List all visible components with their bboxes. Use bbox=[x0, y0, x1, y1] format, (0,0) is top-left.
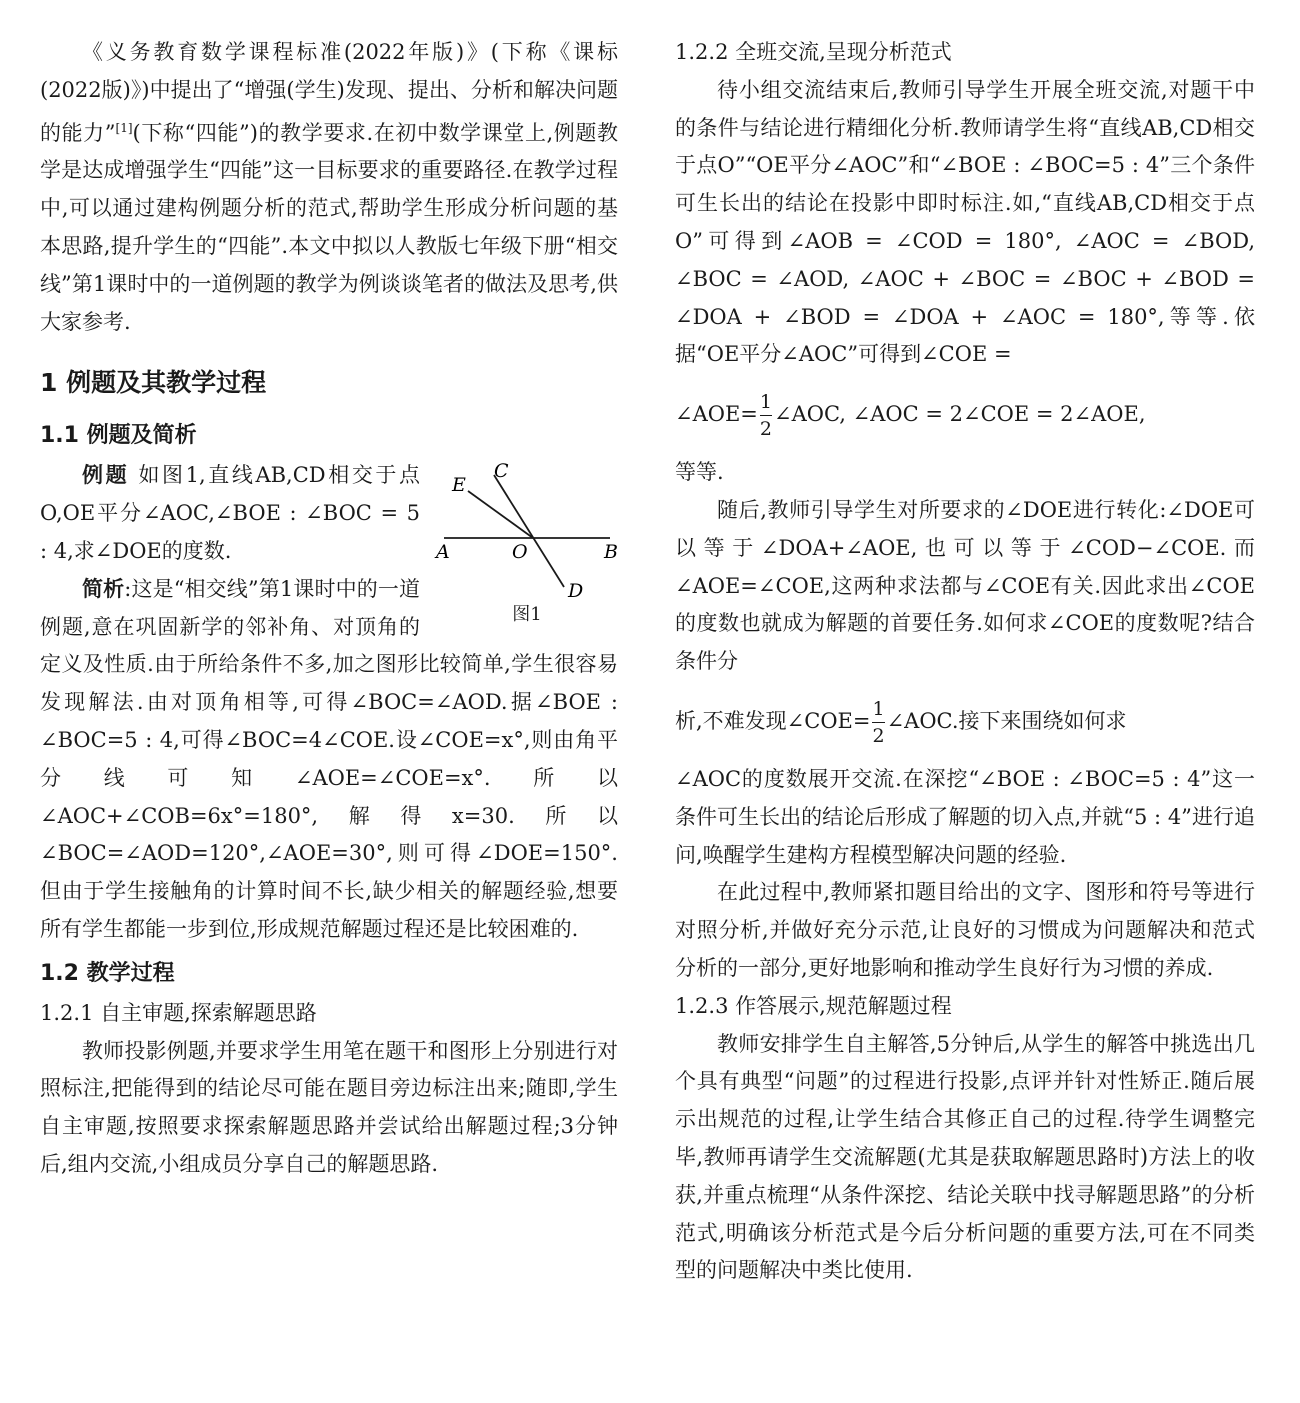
subsection-heading-1-2: 1.2 教学过程 bbox=[40, 960, 175, 986]
label-c: C bbox=[494, 461, 509, 483]
intro-paragraph: 《义务教育数学课程标准(2022年版)》(下称《课标(2022版)》)中提出了“增强(学生)发现、提出、分析和解决问题的能力”[1](下称“四能”)的教学要求.在初中数学课堂上,例题教学是达成增强学生“四能”这一目标要求的重要路径.在教学过程中,可以通过建构例题分析的范式,帮助学生形成分析问题的基本思路,提升学生的“四能”.本文中拟以人教版七年级下册“相交线”第1课时中的一道例题的教学为例谈谈笔者的做法及思考,供大家参考. bbox=[40, 40, 618, 334]
subsubsection-heading-1-2-3: 1.2.3 作答展示,规范解题过程 bbox=[675, 993, 952, 1018]
line-cd bbox=[494, 475, 564, 587]
label-d: D bbox=[568, 580, 584, 602]
citation-ref[interactable]: [1] bbox=[115, 120, 133, 135]
label-a: A bbox=[436, 541, 450, 564]
paragraph-1-2-3: 教师安排学生自主解答,5分钟后,从学生的解答中挑选出几个具有典型“问题”的过程进行投影,点评并针对性矫正.随后展示出规范的过程,让学生结合其修正自己的过程.待学生调整完毕,教师再请学生交流解题(尤其是获取解题思路时)方法上的收获,并重点梳理“从条件深挖、结论关联中找寻解题思路”的分析范式,明确该分析范式是今后分析问题的重要方法,可在不同类型的问题解决中类比使用. bbox=[675, 1031, 1255, 1283]
paragraph-1-2-2-b-end: ∠AOC的度数展开交流.在深挖“∠BOE : ∠BOC=5 : 4”这一条件可生长出的结论后形成了解题的切入点,并就“5 : 4”进行追问,唤醒学生建构方程模型解决问题的经验. bbox=[675, 766, 1255, 867]
left-column bbox=[40, 34, 618, 1184]
fraction-line-2: 析,不难发现∠COE= $\frac{1}{2}$ ∠AOC.接下来围绕如何求 bbox=[675, 697, 1127, 747]
right-column bbox=[675, 34, 1255, 1290]
label-e: E bbox=[452, 474, 466, 497]
paragraph-1-2-2-c: 在此过程中,教师紧扣题目给出的文字、图形和符号等进行对照分析,并做好充分示范,让良好的习惯成为问题解决和范式分析的一部分,更好地影响和推动学生良好行为习惯的养成. bbox=[675, 880, 1255, 980]
label-b: B bbox=[604, 541, 618, 564]
paragraph-1-2-1: 教师投影例题,并要求学生用笔在题干和图形上分别进行对照标注,把能得到的结论尽可能在题目旁边标注出来;随即,学生自主审题,按照要求探索解题思路并尝试给出解题过程;3分钟后,组内交流,小组成员分享自己的解题思路. bbox=[40, 1038, 618, 1176]
subsubsection-heading-1-2-2: 1.2.2 全班交流,呈现分析范式 bbox=[675, 40, 952, 64]
fraction-line-1: ∠AOE= $\frac{1}{2}$ ∠AOC, ∠AOC = 2∠COE = 2∠AOE, bbox=[675, 391, 1146, 441]
label-o: O bbox=[512, 541, 528, 564]
paragraph-1-2-2-a: 待小组交流结束后,教师引导学生开展全班交流,对题干中的条件与结论进行精细化分析.教师请学生将“直线AB,CD相交于点O”“OE平分∠AOC”和“∠BOE : ∠BOC=5 : 4”三个条件可生长出的结论在投影中即时标注.如,“直线AB,CD相交于点O”可得到∠AOB = ∠COD = 180°, ∠AOC = ∠BOD, ∠BOC = ∠AOD, ∠AOC + ∠BOC = ∠BOC + ∠BOD = ∠DOA + ∠BOD = ∠DOA + ∠AOC = 180°,等等.依据“OE平分∠AOC”可得到∠COE = bbox=[675, 77, 1255, 367]
ray-oe bbox=[468, 491, 533, 538]
example-paragraph: 例题 如图1,直线AB,CD相交于点O,OE平分∠AOC,∠BOE : ∠BOC = 5 : 4,求∠DOE的度数. bbox=[40, 463, 421, 563]
paragraph-1-2-2-a-end: 等等. bbox=[675, 460, 724, 485]
example-label: 例题 bbox=[82, 463, 130, 488]
figure-caption: 图1 bbox=[512, 604, 542, 626]
analysis-label: 简析 bbox=[82, 576, 125, 601]
subsection-heading-1-1: 1.1 例题及简析 bbox=[40, 423, 197, 449]
fraction-half-1: $\frac{1}{2}$ bbox=[759, 391, 772, 441]
analysis-paragraph: 简析:这是“相交线”第1课时中的一道例题,意在巩固新学的邻补角、对顶角的定义及性质.由于所给条件不多,加之图形比较简单,学生很容易发现解法.由对顶角相等,可得∠BOC=∠AOD.据∠BOE : ∠BOC=5 : 4,可得∠BOC=4∠COE.设∠COE=x°,则由角平分线可知∠AOE=∠COE=x°.所以∠AOC+∠COB=6x°=180°,解得x=30.所以∠BOC=∠AOD=120°,∠AOE=30°,则可得∠DOE=150°.但由于学生接触角的计算时间不长,缺少相关的解题经验,想要所有学生都能一步到位,形成规范解题过程还是比较困难的. bbox=[40, 576, 618, 941]
fraction-half-2: $\frac{1}{2}$ bbox=[872, 697, 885, 747]
section-heading: 1 例题及其教学过程 bbox=[40, 368, 267, 398]
figure-1 bbox=[432, 461, 622, 629]
subsubsection-heading-1-2-1: 1.2.1 自主审题,探索解题思路 bbox=[40, 1000, 317, 1025]
paragraph-1-2-2-b: 随后,教师引导学生对所要求的∠DOE进行转化:∠DOE可以等于∠DOA+∠AOE,也可以等于∠COD−∠COE.而∠AOE=∠COE,这两种求法都与∠COE有关.因此求出∠COE的度数也就成为解题的首要任务.如何求∠COE的度数呢?结合条件分 bbox=[675, 497, 1255, 674]
intersecting-lines-diagram bbox=[432, 461, 622, 601]
